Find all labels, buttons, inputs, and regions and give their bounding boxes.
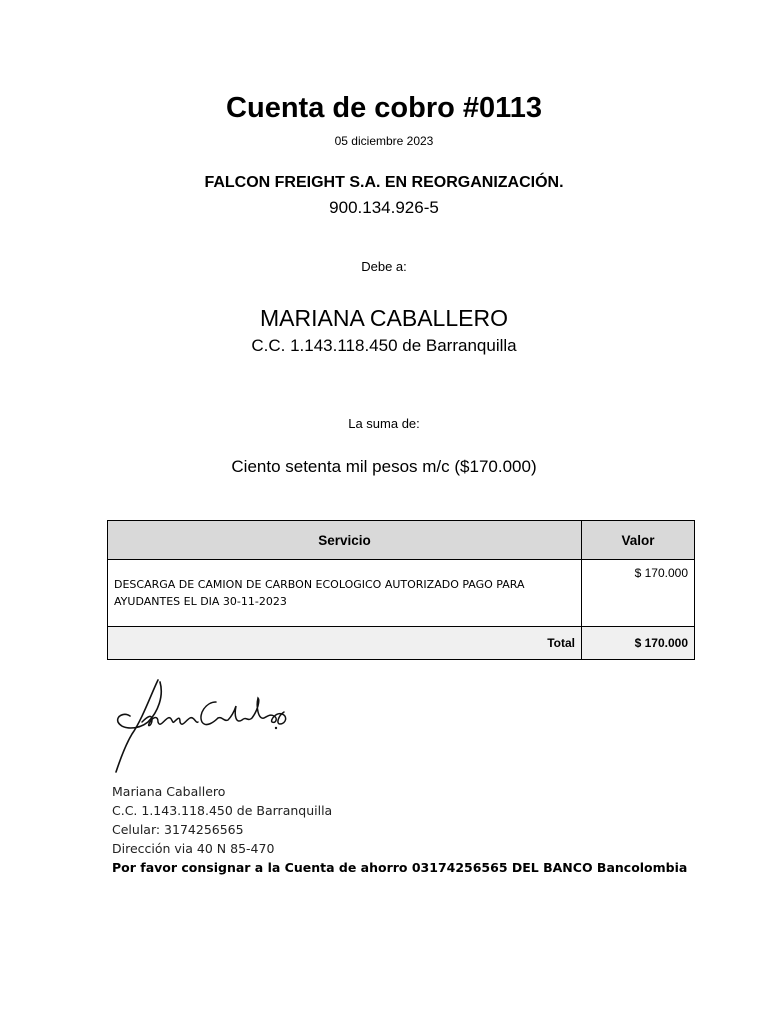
debtor-company: FALCON FREIGHT S.A. EN REORGANIZACIÓN. [204, 174, 564, 191]
creditor-id: C.C. 1.143.118.450 de Barranquilla [251, 336, 517, 355]
creditor-name: MARIANA CABALLERO [260, 305, 508, 331]
total-label: Total [108, 627, 582, 660]
footer-address: Dirección via 40 N 85-470 [112, 841, 275, 856]
footer-bank-note: Por favor consignar a la Cuenta de ahorro 03174256565 DEL BANCO Bancolombia [112, 860, 688, 875]
total-row [108, 627, 695, 660]
debtor-nit: 900.134.926-5 [329, 198, 439, 217]
amount-text: Ciento setenta mil pesos m/c ($170.000) [231, 457, 537, 476]
footer-phone: Celular: 3174256565 [112, 822, 244, 837]
service-value: $ 170.000 [582, 560, 695, 627]
footer-name: Mariana Caballero [112, 784, 226, 799]
debe-label: Debe a: [361, 259, 407, 274]
suma-label: La suma de: [348, 416, 420, 431]
table-row [108, 560, 695, 627]
handwritten-signature [108, 672, 308, 780]
table-header-row [108, 521, 695, 560]
services-table [107, 520, 695, 660]
header-valor: Valor [582, 521, 695, 560]
footer-id: C.C. 1.143.118.450 de Barranquilla [112, 803, 333, 818]
header-servicio: Servicio [108, 521, 582, 560]
service-description: DESCARGA DE CAMION DE CARBON ECOLOGICO AUTORIZADO PAGO PARA AYUDANTES EL DIA 30-11-2023 [108, 560, 582, 627]
total-value: $ 170.000 [582, 627, 695, 660]
document-date: 05 diciembre 2023 [334, 134, 434, 148]
document-title: Cuenta de cobro #0113 [226, 92, 542, 124]
